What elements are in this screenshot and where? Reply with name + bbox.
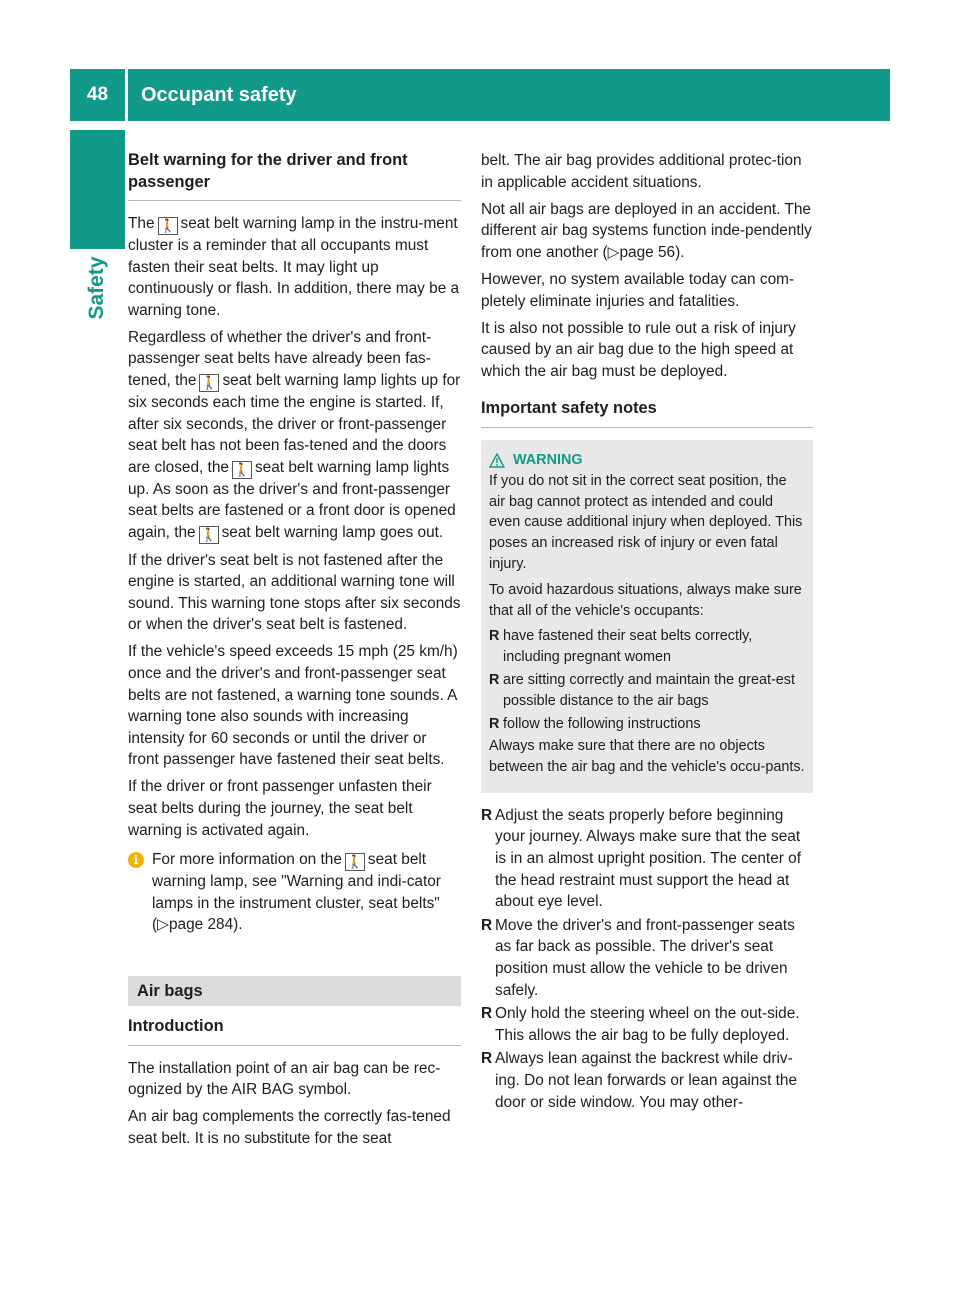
seatbelt-warning-icon: 🚶 bbox=[159, 218, 176, 233]
belt-paragraph-2: Regardless of whether the driver's and front-passenger seat belts have already been fas-tened, the 🚶 seat belt warning lamp lights up for six seconds each time the engine is started. If, after six seconds, the driver or front-passenger seat belt has not been fas-tened and the doors are closed, the 🚶 seat belt warning lamp lights up. As soon as the driver's and front-passenger seat belts are fastened or a front door is opened again, the 🚶 seat belt warning lamp goes out. bbox=[128, 328, 461, 543]
warning-bullet: R are sitting correctly and maintain the great-est possible distance to the air bags bbox=[489, 671, 795, 709]
warning-bullet: R have fastened their seat belts correctly, including pregnant women bbox=[489, 628, 753, 666]
seatbelt-warning-icon: 🚶 bbox=[201, 375, 218, 391]
airbag-paragraph-3: Not all air bags are deployed in an accident. The different air bag systems function inde-pendently from one another (▷page 56). bbox=[481, 200, 812, 261]
belt-paragraph-5: If the driver or front passenger unfasten their seat belts during the journey, the seat belt warning is activated again. bbox=[128, 778, 432, 839]
airbag-paragraph-1: The installation point of an air bag can be rec-ognized by the AIR BAG symbol. bbox=[128, 1059, 441, 1099]
safety-bullet: R Adjust the seats properly before beginning your journey. Always make sure that the seat is in an almost upright position. The center of the head restraint must support the head at about eye level. bbox=[481, 806, 801, 911]
header-divider bbox=[125, 69, 128, 121]
right-column bbox=[481, 150, 813, 1115]
side-tab-label: Safety bbox=[85, 256, 108, 320]
seatbelt-warning-icon: 🚶 bbox=[346, 854, 363, 870]
belt-warning-heading: Belt warning for the driver and front passenger bbox=[128, 150, 461, 201]
belt-paragraph-3: If the driver's seat belt is not fastened after the engine is started, an additional warning tone will sound. This warning tone stops after six seconds or when the driver's seat belt is fastened. bbox=[128, 551, 461, 634]
warning-title: WARNING bbox=[489, 450, 805, 471]
airbag-paragraph-2: An air bag complements the correctly fas-tened seat belt. It is no substitute for the seat bbox=[128, 1108, 451, 1147]
warning-bullet: R follow the following instructions bbox=[489, 715, 701, 732]
page-number: 48 bbox=[86, 84, 109, 105]
warning-box bbox=[481, 440, 813, 793]
page-ref-link[interactable]: page 56). bbox=[619, 243, 685, 261]
warning-paragraph-2: To avoid hazardous situations, always make sure that all of the vehicle's occupants: bbox=[489, 581, 802, 619]
page-ref-link[interactable]: page 284). bbox=[168, 916, 243, 934]
airbag-paragraph-5: It is also not possible to rule out a risk of injury caused by an air bag due to the high speed at which the air bag must be deployed. bbox=[481, 319, 796, 380]
important-safety-notes-heading: Important safety notes bbox=[481, 398, 813, 428]
page-ref-arrow-icon: ▷ bbox=[157, 916, 169, 934]
warning-triangle-icon bbox=[489, 453, 505, 468]
warning-paragraph-3: Always make sure that there are no objects between the air bag and the vehicle's occu-pants. bbox=[489, 738, 805, 776]
info-icon: i bbox=[128, 852, 144, 868]
airbag-paragraph-2-continued: belt. The air bag provides additional protec-tion in applicable accident situations. bbox=[481, 152, 802, 191]
safety-bullet: R Move the driver's and front-passenger seats as far back as possible. The driver's seat position must allow the vehicle to be driven safely. bbox=[481, 916, 795, 999]
introduction-heading: Introduction bbox=[128, 1016, 461, 1046]
seatbelt-warning-icon: 🚶 bbox=[200, 527, 217, 543]
seatbelt-warning-icon: 🚶 bbox=[233, 461, 251, 477]
side-tab-block bbox=[70, 130, 125, 249]
warning-paragraph-1: If you do not sit in the correct seat position, the air bag cannot protect as intended and could even cause additional injury when deployed. This poses an increased risk of injury or even fatal injury. bbox=[489, 472, 803, 572]
safety-bullet: R Always lean against the backrest while driv-ing. Do not lean forwards or lean against the door or side window. You may other- bbox=[481, 1050, 798, 1111]
belt-paragraph-1: The 🚶 seat belt warning lamp in the instru-ment cluster is a reminder that all occupants must fasten their seat belts. It may light up continuously or flash. In addition, there may be a warning tone. bbox=[128, 215, 460, 319]
belt-paragraph-4: If the vehicle's speed exceeds 15 mph (25 km/h) once and the driver's and front-passenger seat belts are not fastened, a warning tone sounds. A warning tone also sounds with increasing intensity for 60 seconds or until the driver or front passenger have fastened their seat belts. bbox=[128, 643, 458, 769]
left-column bbox=[128, 150, 461, 1155]
page-title: Occupant safety bbox=[141, 83, 297, 106]
page-ref-arrow-icon: ▷ bbox=[607, 243, 620, 261]
airbag-paragraph-4: However, no system available today can com-pletely eliminate injuries and fatalities. bbox=[481, 270, 795, 310]
info-note: i For more information on the 🚶 seat belt warning lamp, see "Warning and indi-cator lamps in the instrument cluster, seat belts" (▷page 284). bbox=[128, 849, 461, 936]
air-bags-section-bar: Air bags bbox=[128, 976, 461, 1006]
safety-bullet: R Only hold the steering wheel on the out-side. This allows the air bag to be fully deployed. bbox=[481, 1005, 800, 1044]
